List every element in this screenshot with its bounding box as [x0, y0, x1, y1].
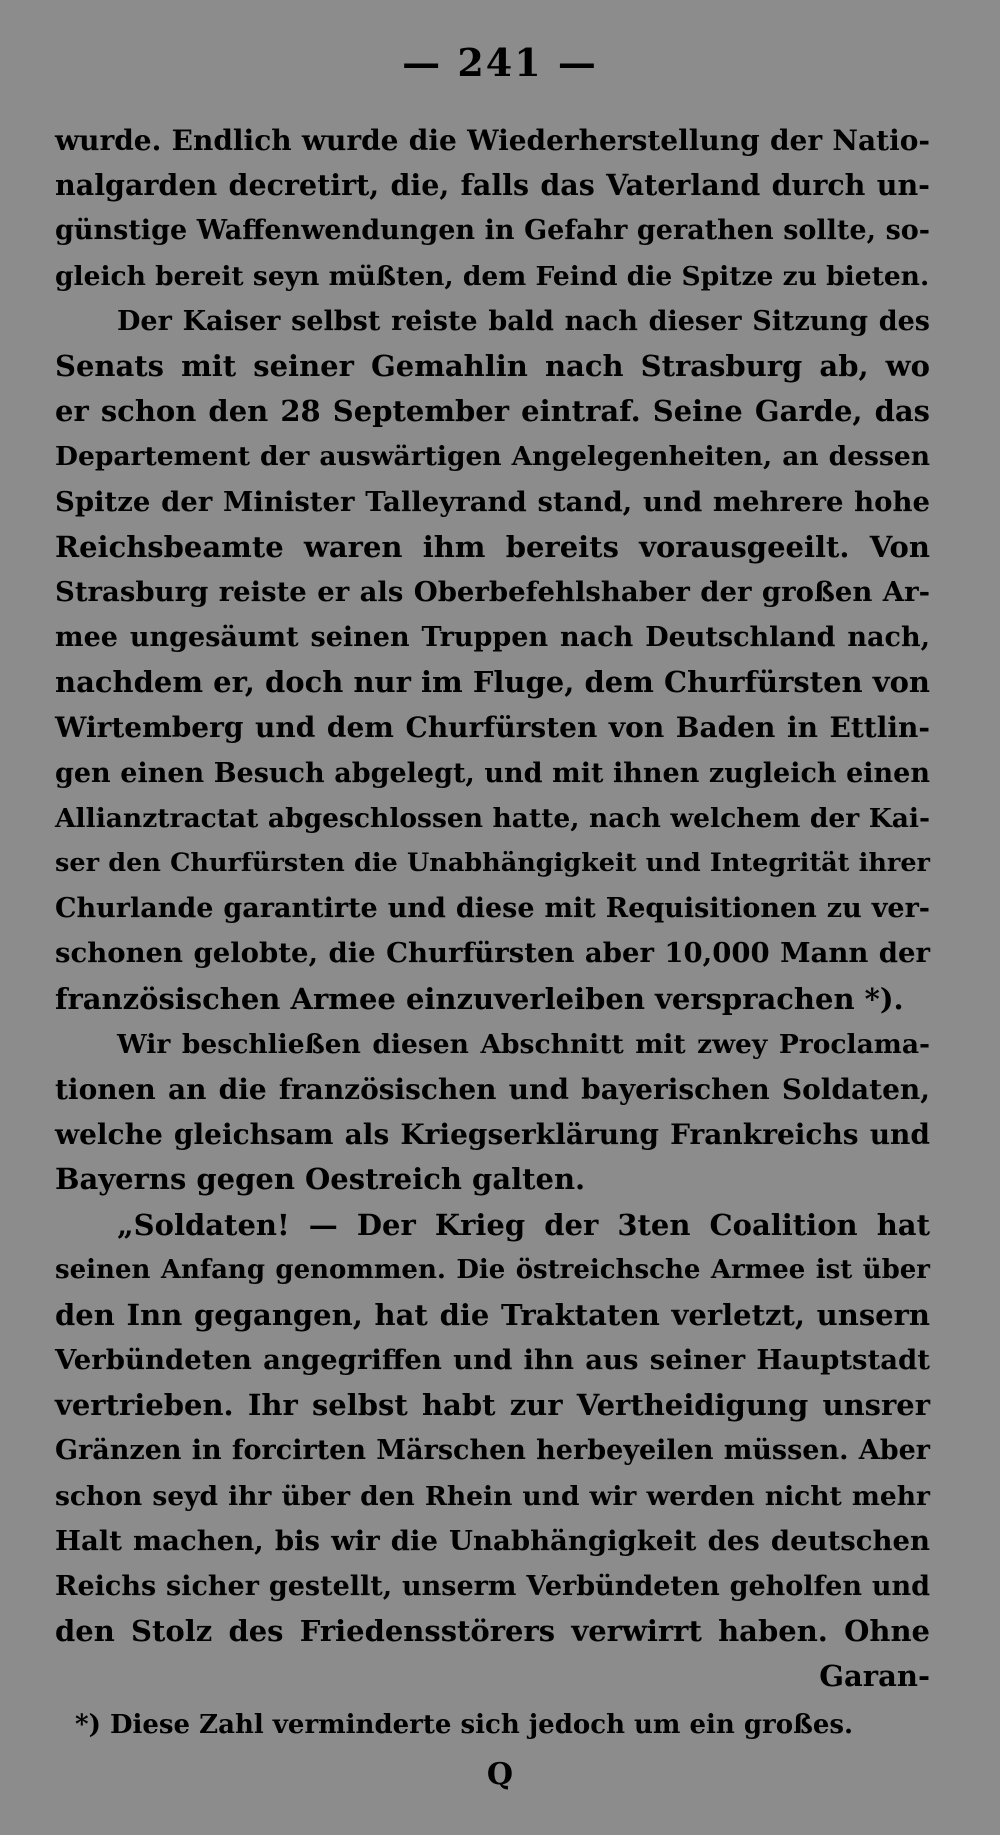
text-line: schonen gelobte, die Churfürsten aber 10,000 Mann der	[55, 937, 930, 970]
text-line: französischen Armee einzuverleiben versprachen *).	[55, 981, 904, 1016]
text-line: Reichs sicher gestellt, unserm Verbündeten geholfen und	[55, 1571, 930, 1602]
text-line: mee ungesäumt seinen Truppen nach Deutschland nach,	[55, 622, 930, 654]
text-line: Wirtemberg und dem Churfürsten von Baden in Ettlin-	[55, 711, 930, 745]
text-line: schon seyd ihr über den Rhein und wir werden nicht mehr	[55, 1480, 930, 1512]
text-line: wurde. Endlich wurde die Wiederherstellung der Natio-	[55, 124, 930, 157]
text-line: Bayerns gegen Oestreich galten.	[55, 1162, 586, 1197]
text-line: gen einen Besuch abgelegt, und mit ihnen zugleich einen	[55, 757, 930, 789]
signature-mark: Q	[486, 1757, 514, 1792]
text-line: Reichsbeamte waren ihm bereits vorausgeeilt. Von	[55, 529, 930, 564]
text-line: Wir beschließen diesen Abschnitt mit zwey Proclama-	[117, 1028, 930, 1060]
text-line: nalgarden decretirt, die, falls das Vaterland durch un-	[55, 168, 930, 203]
page-number-header: — 241 —	[402, 40, 598, 85]
text-line: Allianztractat abgeschlossen hatte, nach welchem der Kai-	[55, 802, 930, 834]
text-line: Der Kaiser selbst reiste bald nach dieser Sitzung des	[117, 305, 930, 337]
text-line: Verbündeten angegriffen und ihn aus seiner Hauptstadt	[55, 1344, 930, 1377]
text-line: Garan-	[819, 1659, 930, 1694]
text-line: Strasburg reiste er als Oberbefehlshaber der großen Ar-	[55, 575, 930, 608]
text-line: Departement der auswärtigen Angelegenheiten, an dessen	[55, 441, 930, 473]
text-line: er schon den 28 September eintraf. Seine Garde, das	[55, 394, 930, 429]
text-line: günstige Waffenwendungen in Gefahr gerathen sollte, so-	[55, 215, 930, 247]
text-line: gleich bereit seyn müßten, dem Feind die Spitze zu bieten.	[55, 260, 930, 292]
text-line: den Inn gegangen, hat die Traktaten verletzt, unsern	[55, 1297, 930, 1332]
text-line: Churlande garantirte und diese mit Requisitionen zu ver-	[55, 893, 930, 925]
text-line: den Stolz des Friedensstörers verwirrt haben. Ohne	[55, 1614, 930, 1649]
text-line: nachdem er, doch nur im Fluge, dem Churfürsten von	[55, 665, 930, 700]
text-line: Halt machen, bis wir die Unabhängigkeit des deutschen	[55, 1524, 930, 1557]
text-line: Gränzen in forcirten Märschen herbeyeilen müssen. Aber	[55, 1435, 930, 1467]
body-text	[55, 118, 930, 1700]
text-line: tionen an die französischen und bayerischen Soldaten,	[55, 1072, 930, 1106]
footnote: *) Diese Zahl verminderte sich jedoch um ein großes.	[75, 1710, 854, 1740]
text-line: Spitze der Minister Talleyrand stand, und mehrere hohe	[55, 485, 930, 518]
text-line: Senats mit seiner Gemahlin nach Strasburg ab, wo	[55, 348, 930, 383]
text-line: seinen Anfang genommen. Die östreichsche Armee ist über	[55, 1254, 930, 1285]
text-line: vertrieben. Ihr selbst habt zur Vertheidigung unsrer	[55, 1388, 930, 1423]
text-line: ser den Churfürsten die Unabhängigkeit und Integrität ihrer	[55, 848, 930, 878]
text-line: „Soldaten! — Der Krieg der 3ten Coalition hat	[117, 1207, 930, 1242]
text-line: welche gleichsam als Kriegserklärung Frankreichs und	[55, 1118, 930, 1152]
